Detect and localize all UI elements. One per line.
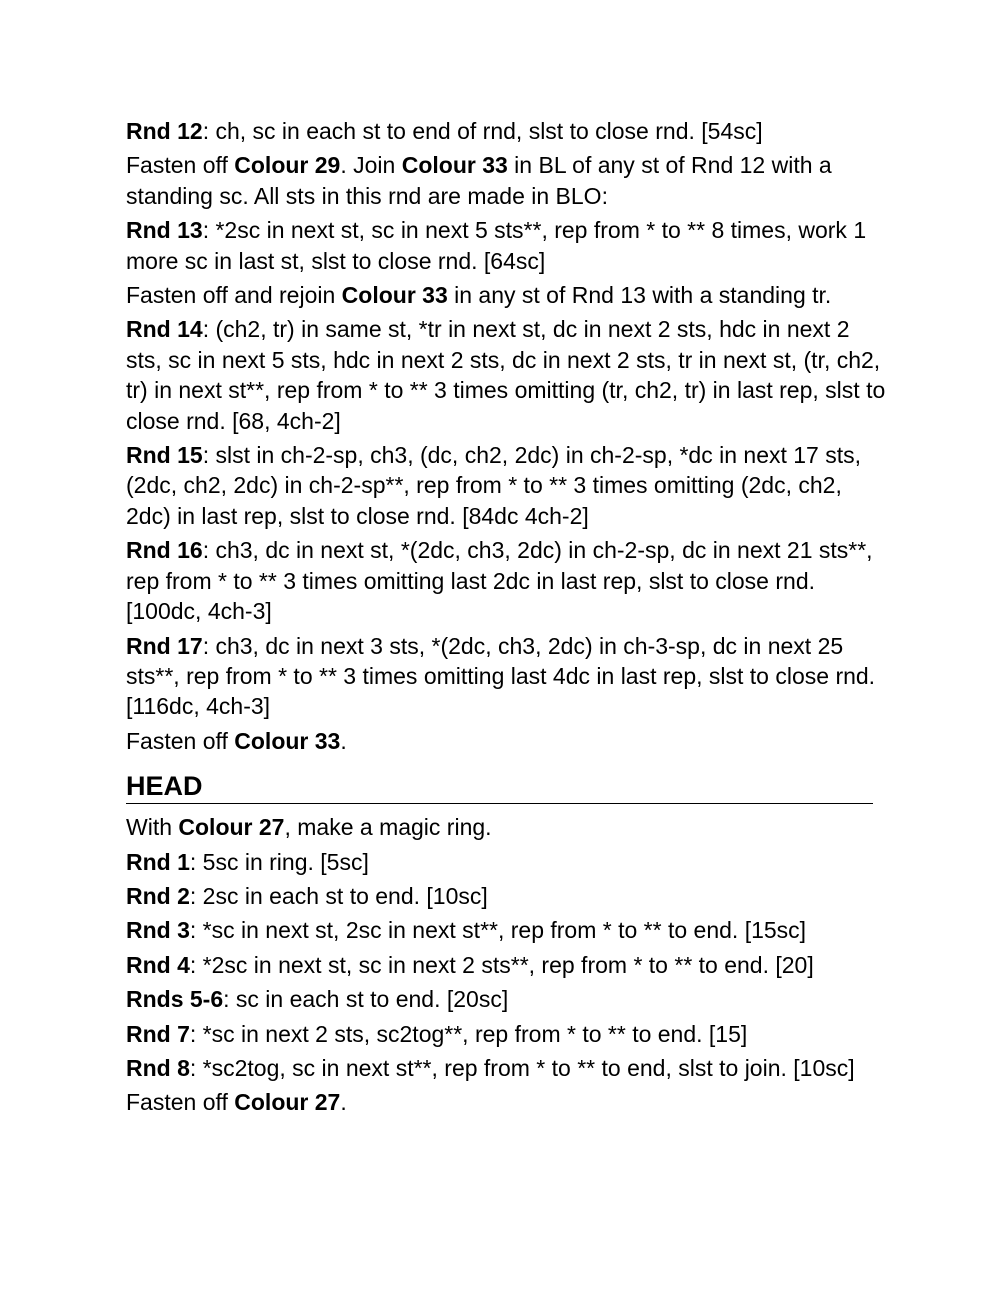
bold-term: Rnd 4 — [126, 951, 190, 978]
instruction-paragraph — [126, 812, 886, 842]
instruction-paragraph — [126, 1053, 886, 1083]
bold-term: Rnd 13 — [126, 217, 203, 244]
text-run: , make a magic ring. — [284, 814, 492, 841]
text-run: : (ch2, tr) in same st, *tr in next st, dc in next 2 sts, hdc in next 2 sts, sc in next 5 sts, hdc in next 2 sts, dc in next 2 sts, tr in next st, (tr, ch2, tr) in next st**, rep from * to ** 3 times omitting (tr, ch2, tr) in last rep, slst to close rnd. [68, 4ch-2] — [126, 316, 886, 434]
bold-term: Rnd 8 — [126, 1054, 190, 1081]
text-run: Fasten off — [126, 727, 235, 754]
instruction-paragraph — [126, 314, 886, 436]
text-run: : *2sc in next st, sc in next 5 sts**, rep from * to ** 8 times, work 1 more sc in last st, slst to close rnd. [64sc] — [126, 217, 867, 274]
bold-term: Colour 33 — [401, 152, 508, 179]
text-run: : *2sc in next st, sc in next 2 sts**, rep from * to ** to end. [20] — [189, 951, 814, 978]
text-run: : ch3, dc in next st, *(2dc, ch3, 2dc) in ch-2-sp, dc in next 21 sts**, rep from * to ** 3 times omitting last 2dc in last rep, slst to close rnd. [100dc, 4ch-3] — [126, 537, 873, 625]
section-body-top — [126, 116, 886, 756]
text-run: With — [126, 814, 179, 841]
instruction-paragraph — [126, 116, 886, 146]
instruction-paragraph — [126, 984, 886, 1014]
bold-term: Rnd 17 — [126, 632, 203, 659]
instruction-paragraph — [126, 215, 886, 276]
section-heading-head: HEAD — [126, 770, 873, 804]
instruction-paragraph — [126, 535, 886, 626]
instruction-paragraph — [126, 440, 886, 531]
text-run: : *sc in next st, 2sc in next st**, rep from * to ** to end. [15sc] — [189, 917, 807, 944]
instruction-paragraph — [126, 881, 886, 911]
text-run: : *sc in next 2 sts, sc2tog**, rep from * to ** to end. [15] — [189, 1020, 748, 1047]
text-run: : ch, sc in each st to end of rnd, slst to close rnd. [54sc] — [202, 118, 763, 144]
text-run: : ch3, dc in next 3 sts, *(2dc, ch3, 2dc) in ch-3-sp, dc in next 25 sts**, rep from * to ** 3 times omitting last 4dc in last rep, slst to close rnd. [116dc, 4ch-3] — [126, 632, 876, 720]
bold-term: Rnd 2 — [126, 882, 190, 909]
text-run: Fasten off — [126, 1089, 235, 1116]
text-run: in BL of any st of Rnd 12 with a standing sc. All sts in this rnd are made in BLO: — [126, 152, 832, 209]
text-run: : *sc2tog, sc in next st**, rep from * to ** to end, slst to join. [10sc] — [189, 1054, 855, 1081]
instruction-paragraph — [126, 915, 886, 945]
text-run: . — [340, 727, 347, 754]
bold-term: Colour 29 — [234, 152, 341, 179]
text-run: Fasten off and rejoin — [126, 282, 342, 309]
instruction-paragraph — [126, 726, 886, 756]
text-run: Fasten off — [126, 152, 235, 179]
bold-term: Rnds 5-6 — [126, 986, 224, 1013]
bold-term: Rnd 1 — [126, 848, 190, 875]
instruction-paragraph — [126, 150, 886, 211]
instruction-paragraph — [126, 280, 886, 310]
document-body — [126, 116, 886, 1122]
instruction-paragraph — [126, 950, 886, 980]
text-run: . Join — [340, 152, 402, 179]
bold-term: Rnd 3 — [126, 917, 190, 944]
bold-term: Rnd 14 — [126, 316, 203, 343]
text-run: : sc in each st to end. [20sc] — [223, 986, 509, 1013]
bold-term: Colour 33 — [234, 727, 341, 754]
text-run: : slst in ch-2-sp, ch3, (dc, ch2, 2dc) in ch-2-sp, *dc in next 17 sts, (2dc, ch2, 2dc) in ch-2-sp**, rep from * to ** 3 times omitting (2dc, ch2, 2dc) in last rep, slst to close rnd. [84dc 4ch-2] — [126, 442, 862, 529]
text-run: : 5sc in ring. [5sc] — [189, 848, 369, 875]
bold-term: Colour 33 — [341, 282, 448, 309]
text-run: in any st of Rnd 13 with a standing tr. — [447, 282, 832, 309]
bold-term: Rnd 16 — [126, 537, 203, 564]
instruction-paragraph — [126, 631, 886, 722]
instruction-paragraph — [126, 1019, 886, 1049]
bold-term: Rnd 7 — [126, 1020, 190, 1047]
text-run: . — [340, 1089, 347, 1116]
section-body-head — [126, 812, 886, 1118]
bold-term: Rnd 12 — [126, 118, 203, 144]
instruction-paragraph — [126, 847, 886, 877]
bold-term: Colour 27 — [178, 814, 285, 841]
bold-term: Rnd 15 — [126, 442, 203, 469]
bold-term: Colour 27 — [234, 1089, 341, 1116]
text-run: : 2sc in each st to end. [10sc] — [189, 882, 488, 909]
instruction-paragraph — [126, 1087, 886, 1117]
